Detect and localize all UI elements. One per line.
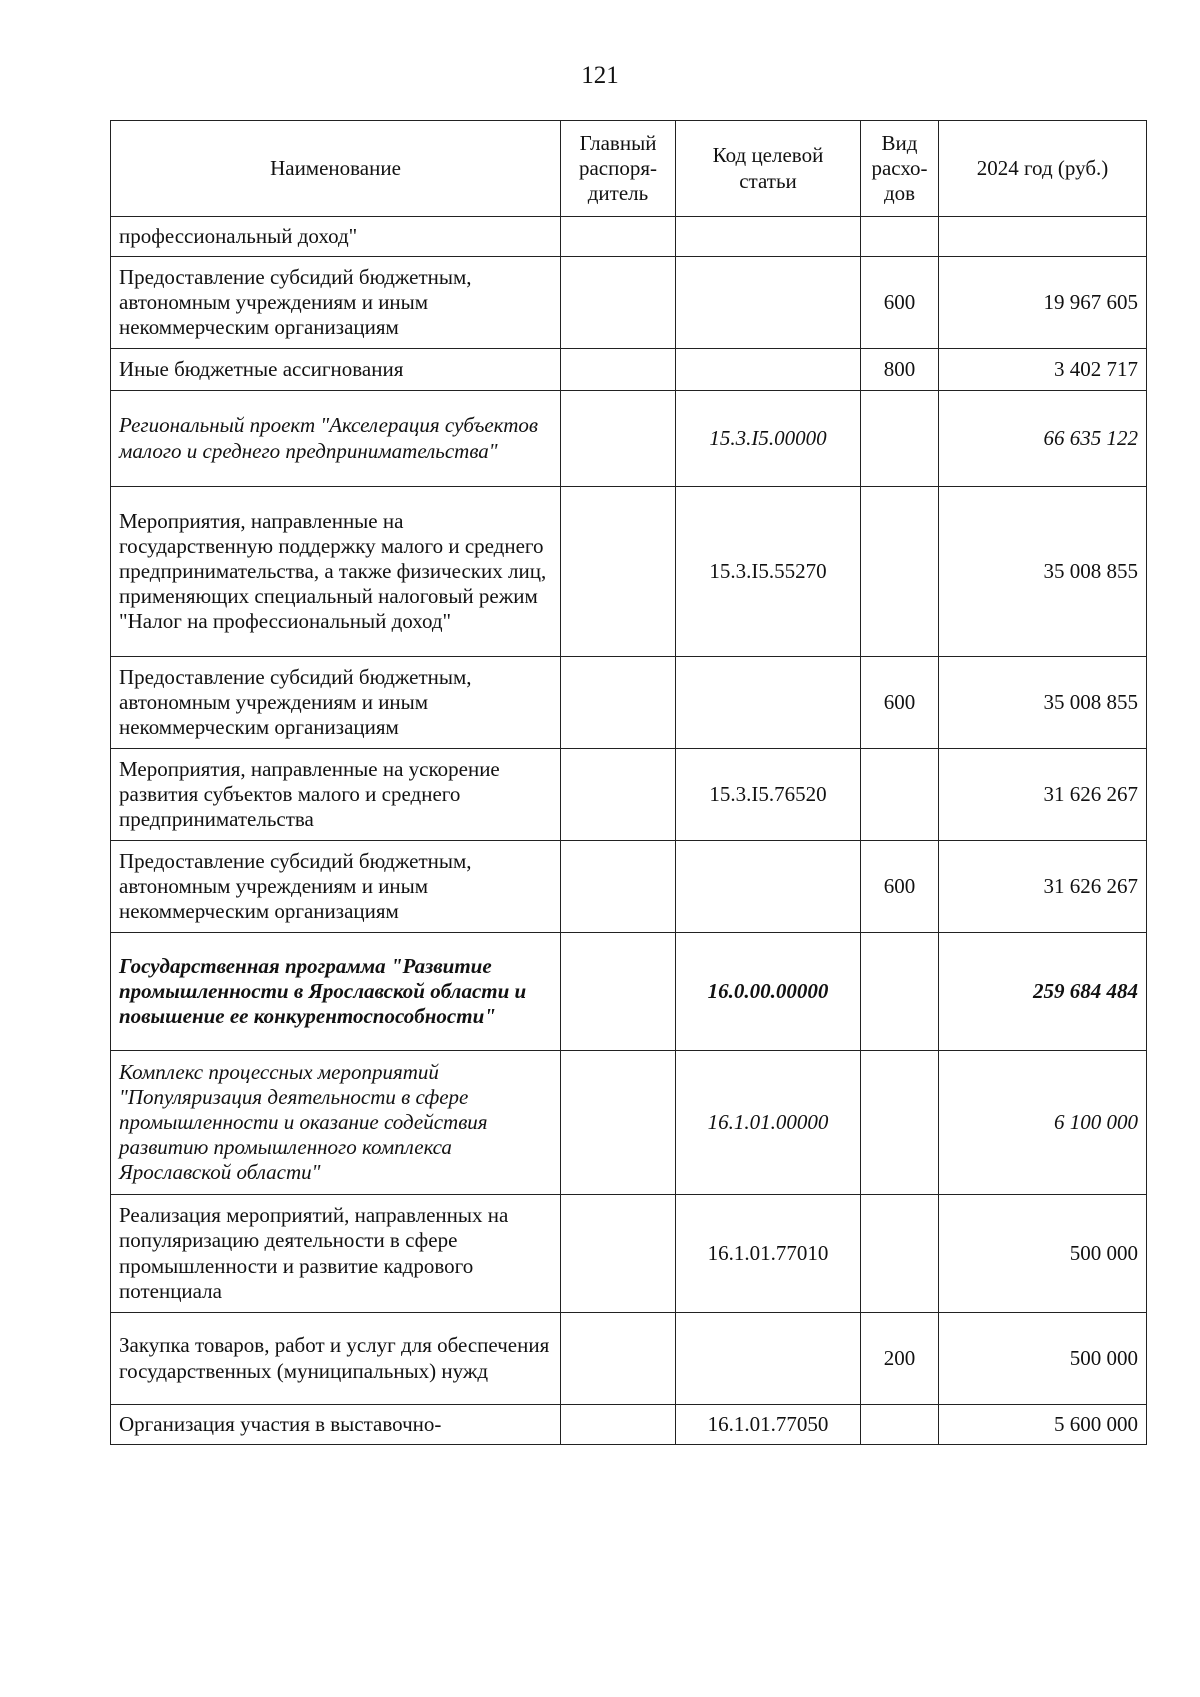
- cell-main-manager: [561, 933, 676, 1051]
- cell-main-manager: [561, 1405, 676, 1445]
- cell-target-code: [676, 217, 861, 257]
- table-header-row: [111, 121, 1147, 217]
- table-row: [111, 1405, 1147, 1445]
- cell-amount: 66 635 122: [939, 391, 1147, 487]
- cell-expense-type: [861, 217, 939, 257]
- table-row: [111, 1313, 1147, 1405]
- cell-main-manager: [561, 841, 676, 933]
- cell-target-code: 16.0.00.00000: [676, 933, 861, 1051]
- cell-amount: 500 000: [939, 1313, 1147, 1405]
- cell-target-code: [676, 349, 861, 391]
- cell-expense-type: 600: [861, 657, 939, 749]
- cell-expense-type: [861, 391, 939, 487]
- cell-target-code: [676, 1313, 861, 1405]
- cell-name: Региональный проект "Акселерация субъектов малого и среднего предпринимательства": [111, 391, 561, 487]
- cell-name: Закупка товаров, работ и услуг для обеспечения государственных (муниципальных) нужд: [111, 1313, 561, 1405]
- cell-name: Мероприятия, направленные на государственную поддержку малого и среднего предпринимательства, а также физических лиц, применяющих специальный налоговый режим "Налог на профессиональный доход": [111, 487, 561, 657]
- cell-target-code: 16.1.01.77010: [676, 1195, 861, 1313]
- table-row: [111, 749, 1147, 841]
- cell-target-code: [676, 657, 861, 749]
- header-expense-type: Вид расхо-дов: [861, 121, 939, 217]
- cell-expense-type: [861, 749, 939, 841]
- cell-target-code: 16.1.01.77050: [676, 1405, 861, 1445]
- cell-main-manager: [561, 487, 676, 657]
- cell-name: Мероприятия, направленные на ускорение развития субъектов малого и среднего предпринимательства: [111, 749, 561, 841]
- table-row: [111, 391, 1147, 487]
- cell-main-manager: [561, 1313, 676, 1405]
- cell-name: Организация участия в выставочно-: [111, 1405, 561, 1445]
- cell-name: Предоставление субсидий бюджетным, автономным учреждениям и иным некоммерческим организациям: [111, 657, 561, 749]
- cell-amount: 35 008 855: [939, 487, 1147, 657]
- cell-target-code: [676, 841, 861, 933]
- cell-amount: 259 684 484: [939, 933, 1147, 1051]
- table-row: [111, 657, 1147, 749]
- cell-target-code: 15.3.I5.55270: [676, 487, 861, 657]
- cell-amount: 6 100 000: [939, 1051, 1147, 1195]
- header-name: Наименование: [111, 121, 561, 217]
- table-row: [111, 487, 1147, 657]
- cell-amount: 500 000: [939, 1195, 1147, 1313]
- cell-name: Государственная программа "Развитие промышленности в Ярославской области и повышение ее конкурентоспособности": [111, 933, 561, 1051]
- cell-amount: [939, 217, 1147, 257]
- cell-main-manager: [561, 749, 676, 841]
- cell-main-manager: [561, 217, 676, 257]
- cell-amount: 35 008 855: [939, 657, 1147, 749]
- cell-name: Комплекс процессных мероприятий "Популяризация деятельности в сфере промышленности и оказание содействия развитию промышленного комплекса Ярославской области": [111, 1051, 561, 1195]
- cell-target-code: 15.3.I5.00000: [676, 391, 861, 487]
- header-main-manager: Главный распоря-дитель: [561, 121, 676, 217]
- table-body: [111, 217, 1147, 1445]
- cell-expense-type: 600: [861, 257, 939, 349]
- cell-main-manager: [561, 657, 676, 749]
- cell-main-manager: [561, 391, 676, 487]
- cell-main-manager: [561, 257, 676, 349]
- cell-amount: 19 967 605: [939, 257, 1147, 349]
- cell-name: Иные бюджетные ассигнования: [111, 349, 561, 391]
- cell-name: профессиональный доход": [111, 217, 561, 257]
- cell-expense-type: [861, 1051, 939, 1195]
- cell-main-manager: [561, 1051, 676, 1195]
- cell-expense-type: 800: [861, 349, 939, 391]
- cell-main-manager: [561, 1195, 676, 1313]
- cell-main-manager: [561, 349, 676, 391]
- cell-expense-type: [861, 933, 939, 1051]
- table-row: [111, 257, 1147, 349]
- table-row: [111, 1051, 1147, 1195]
- cell-name: Реализация мероприятий, направленных на популяризацию деятельности в сфере промышленности и развитие кадрового потенциала: [111, 1195, 561, 1313]
- cell-amount: 3 402 717: [939, 349, 1147, 391]
- table-row: [111, 933, 1147, 1051]
- cell-name: Предоставление субсидий бюджетным, автономным учреждениям и иным некоммерческим организациям: [111, 841, 561, 933]
- table-row: [111, 841, 1147, 933]
- header-target-code: Код целевой статьи: [676, 121, 861, 217]
- table-row: [111, 217, 1147, 257]
- cell-amount: 5 600 000: [939, 1405, 1147, 1445]
- cell-expense-type: 200: [861, 1313, 939, 1405]
- table-row: [111, 349, 1147, 391]
- table-row: [111, 1195, 1147, 1313]
- budget-table: [110, 120, 1147, 1445]
- cell-target-code: [676, 257, 861, 349]
- cell-amount: 31 626 267: [939, 749, 1147, 841]
- cell-expense-type: 600: [861, 841, 939, 933]
- page-number: 121: [581, 62, 619, 89]
- header-amount-2024: 2024 год (руб.): [939, 121, 1147, 217]
- cell-expense-type: [861, 487, 939, 657]
- cell-expense-type: [861, 1195, 939, 1313]
- cell-name: Предоставление субсидий бюджетным, автономным учреждениям и иным некоммерческим организациям: [111, 257, 561, 349]
- cell-target-code: 15.3.I5.76520: [676, 749, 861, 841]
- cell-target-code: 16.1.01.00000: [676, 1051, 861, 1195]
- cell-expense-type: [861, 1405, 939, 1445]
- cell-amount: 31 626 267: [939, 841, 1147, 933]
